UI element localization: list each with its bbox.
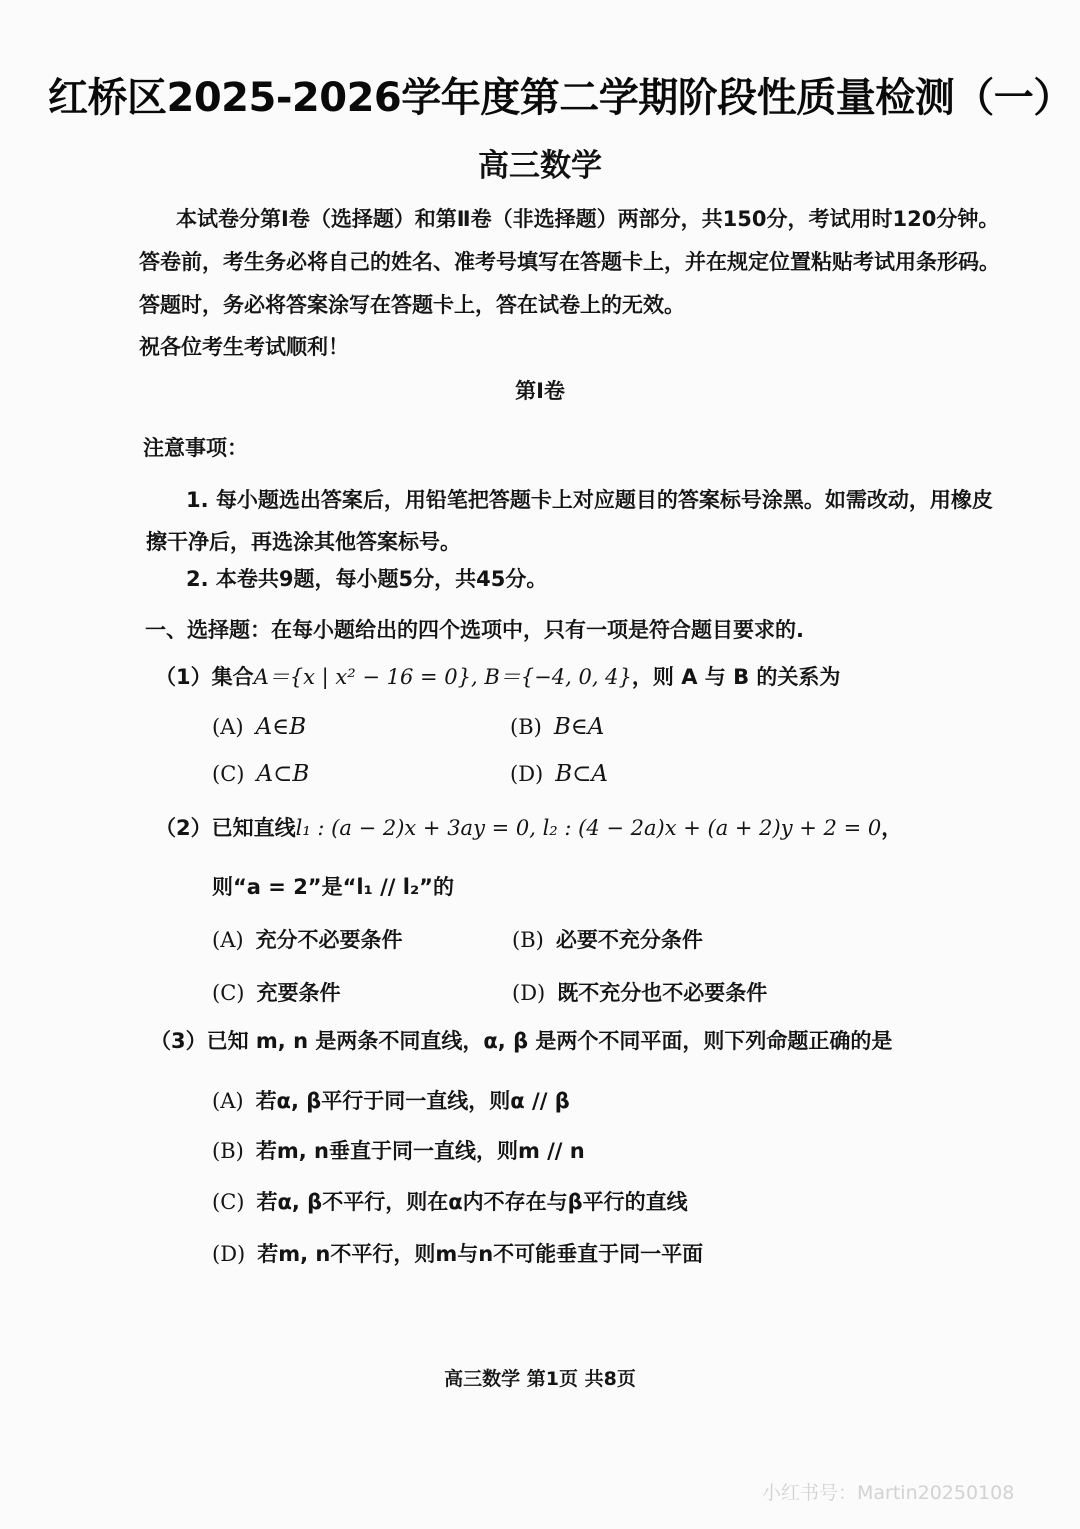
intro-line-2: 答卷前，考生务必将自己的姓名、准考号填写在答题卡上，并在规定位置粘贴考试用条形码。 bbox=[139, 250, 1000, 274]
option-label: (B) bbox=[510, 715, 542, 739]
question-3-option-c bbox=[212, 1186, 688, 1216]
question-1-stem bbox=[155, 661, 840, 691]
page-title: 红桥区2025-2026学年度第二学期阶段性质量检测（一） bbox=[48, 75, 1073, 121]
option-label: (D) bbox=[212, 1242, 246, 1266]
question-1-option-d bbox=[510, 761, 608, 787]
volume-heading: 第Ⅰ卷 bbox=[515, 379, 565, 403]
option-text: 若m, n不平行，则m与n不可能垂直于同一平面 bbox=[257, 1242, 704, 1266]
question-2-line-2: 则“a = 2”是“l₁ // l₂”的 bbox=[212, 875, 454, 899]
question-1-option-b bbox=[510, 714, 604, 740]
question-3-option-d bbox=[212, 1238, 703, 1268]
question-2-prefix: （2）已知直线 bbox=[155, 816, 296, 840]
option-label: (C) bbox=[212, 981, 245, 1005]
option-label: (B) bbox=[512, 928, 544, 952]
question-2-option-c bbox=[212, 977, 340, 1007]
option-text: B⊂A bbox=[555, 761, 609, 787]
page-footer: 高三数学 第1页 共8页 bbox=[444, 1368, 636, 1390]
option-label: (C) bbox=[212, 762, 245, 786]
question-2-stem bbox=[155, 812, 902, 842]
question-3-option-b bbox=[212, 1135, 585, 1165]
intro-line-1: 本试卷分第Ⅰ卷（选择题）和第Ⅱ卷（非选择题）两部分，共150分，考试用时120分钟。 bbox=[176, 207, 1000, 231]
question-2-option-b bbox=[512, 924, 703, 954]
question-1-suffix: ，则 A 与 B 的关系为 bbox=[631, 665, 841, 689]
option-text: B∈A bbox=[553, 714, 605, 740]
watermark: 小红书号：Martin20250108 bbox=[762, 1482, 1015, 1504]
option-label: (D) bbox=[512, 981, 546, 1005]
notice-item-2: 2. 本卷共9题，每小题5分，共45分。 bbox=[186, 567, 548, 591]
question-1-prefix: （1）集合 bbox=[155, 665, 254, 689]
option-text: 充要条件 bbox=[256, 981, 341, 1005]
option-text: 充分不必要条件 bbox=[255, 928, 403, 952]
part-heading: 一、选择题：在每小题给出的四个选项中，只有一项是符合题目要求的. bbox=[145, 618, 804, 642]
question-1-option-a bbox=[212, 714, 306, 740]
question-3-option-a bbox=[212, 1085, 570, 1115]
option-text: 若α, β平行于同一直线，则α // β bbox=[255, 1089, 570, 1113]
question-3-stem: （3）已知 m, n 是两条不同直线，α, β 是两个不同平面，则下列命题正确的是 bbox=[150, 1029, 893, 1053]
option-text: A⊂B bbox=[256, 761, 310, 787]
subject-title: 高三数学 bbox=[478, 148, 602, 184]
question-1-option-c bbox=[212, 761, 309, 787]
option-label: (C) bbox=[212, 1190, 245, 1214]
option-label: (A) bbox=[212, 1089, 244, 1113]
intro-line-3: 答题时，务必将答案涂写在答题卡上，答在试卷上的无效。 bbox=[139, 293, 685, 317]
option-label: (B) bbox=[212, 1139, 244, 1163]
notice-item-1b: 擦干净后，再选涂其他答案标号。 bbox=[146, 530, 461, 554]
option-text: 若m, n垂直于同一直线，则m // n bbox=[255, 1139, 585, 1163]
option-label: (A) bbox=[212, 928, 244, 952]
question-1-math: A＝{x | x² − 16 = 0}, B＝{−4, 0, 4} bbox=[253, 665, 632, 689]
question-2-math: l₁ : (a − 2)x + 3ay = 0, l₂ : (4 − 2a)x + (a + 2)y + 2 = 0 bbox=[295, 816, 882, 840]
option-label: (A) bbox=[212, 715, 244, 739]
intro-line-4: 祝各位考生考试顺利！ bbox=[139, 335, 349, 359]
question-2-option-d bbox=[512, 977, 767, 1007]
option-text: 既不充分也不必要条件 bbox=[557, 981, 768, 1005]
option-label: (D) bbox=[510, 762, 544, 786]
option-text: 若α, β不平行，则在α内不存在与β平行的直线 bbox=[256, 1190, 688, 1214]
question-2-option-a bbox=[212, 924, 403, 954]
notice-item-1a: 1. 每小题选出答案后，用铅笔把答题卡上对应题目的答案标号涂黑。如需改动，用橡皮 bbox=[186, 488, 993, 512]
option-text: 必要不充分条件 bbox=[555, 928, 703, 952]
question-2-suffix: ， bbox=[881, 816, 903, 840]
notice-title: 注意事项： bbox=[143, 436, 248, 460]
option-text: A∈B bbox=[255, 714, 307, 740]
